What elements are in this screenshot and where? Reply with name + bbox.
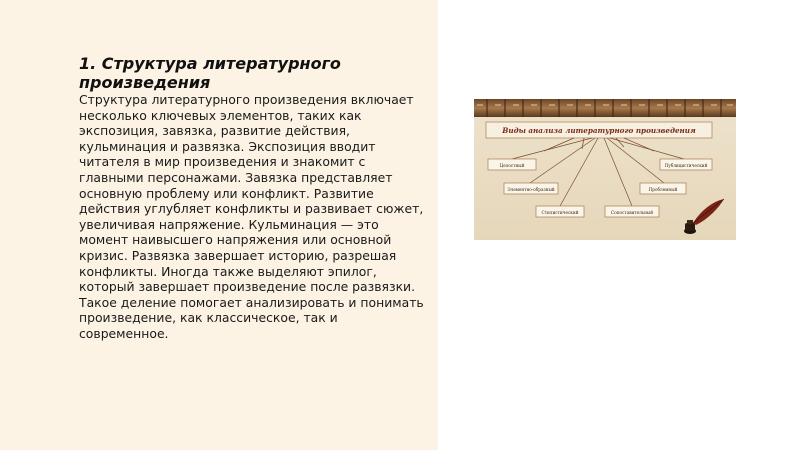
quill-ink-icon xyxy=(684,199,724,234)
section-body-text: Структура литературного произведения включает несколько ключевых элементов, таких как экспозиция, завязка, развитие действия, кульминация и развязка. Экспозиция вводит читателя в мир произведения и знакомит с главными персонажами. Завязка представляет основную проблему или конфликт. Развитие действия углубляет конфликты и развивает сюжет, увеличивая напряжение. Кульминация — это момент наивысшего напряжения или основной кризис. Развязка завершает историю, разрешая конфликты. Иногда также выделяют эпилог, который завершает произведение после развязки. Такое деление помогает анализировать и понимать произведение, как классическое, так и современное. xyxy=(79,92,424,341)
analysis-label-journalistic: Публицистический xyxy=(664,162,708,168)
diagram-svg xyxy=(474,99,736,240)
analysis-label-problem: Проблемный xyxy=(648,186,678,192)
diagram-connectors xyxy=(512,138,684,206)
analysis-types-diagram xyxy=(474,99,736,240)
analysis-label-stylistic: Стилистический xyxy=(541,209,579,215)
analysis-label-element-image: Элементно-образный xyxy=(507,186,555,192)
section-heading: 1. Структура литературного произведения xyxy=(79,54,341,92)
book-spines-banner xyxy=(474,99,736,117)
diagram-title: Виды анализа литературного произведения xyxy=(502,126,696,135)
analysis-label-comparative: Сопоставительный xyxy=(611,209,653,215)
analysis-label-holistic: Целостный xyxy=(499,162,525,168)
